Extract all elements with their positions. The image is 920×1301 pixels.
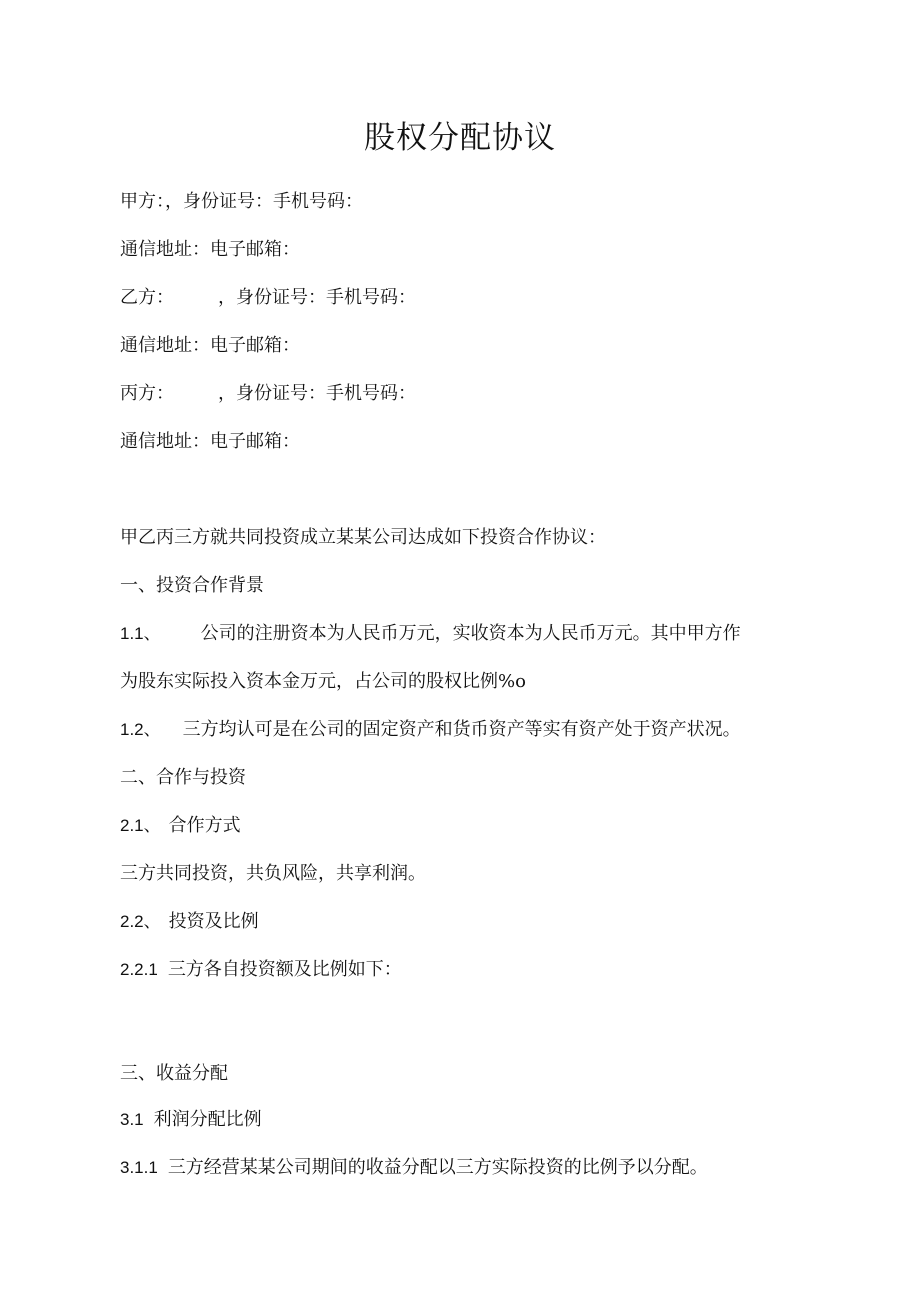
clause-2-2-1-number: 2.2.1 xyxy=(120,960,158,979)
clause-1-1-number: 1.1、 xyxy=(120,624,161,643)
party-a-line xyxy=(120,190,363,214)
clause-3-1-1-text: 三方经营某某公司期间的收益分配以三方实际投资的比例予以分配。 xyxy=(167,1157,708,1178)
clause-1-2-number: 1.2、 xyxy=(120,720,161,739)
clause-3-1-1-number: 3.1.1 xyxy=(120,1158,158,1177)
clause-2-2-number: 2.2、 xyxy=(120,912,161,931)
clause-2-1-body: 三方共同投资，共负风险，共享利润。 xyxy=(120,863,426,884)
clause-2-1-number: 2.1、 xyxy=(120,816,161,835)
party-a-label: 甲方： xyxy=(120,191,165,212)
clause-2-1-line xyxy=(120,814,241,838)
clause-1-1-line-a xyxy=(120,622,741,646)
clause-3-1-line xyxy=(120,1108,262,1132)
clause-3-1-text: 利润分配比例 xyxy=(153,1109,262,1130)
section-2-heading: 二、合作与投资 xyxy=(120,767,246,788)
section-3-heading: 三、收益分配 xyxy=(120,1063,228,1084)
clause-1-1-text-a: 公司的注册资本为人民币万元，实收资本为人民币万元。其中甲方作 xyxy=(200,623,741,644)
page-title: 股权分配协议 xyxy=(364,120,556,156)
clause-2-2-text: 投资及比例 xyxy=(168,911,259,932)
party-c-label: 丙方： xyxy=(120,383,174,404)
party-a-id-phone: ，身份证号：手机号码： xyxy=(165,191,363,212)
intro-paragraph: 甲乙丙三方就共同投资成立某某公司达成如下投资合作协议： xyxy=(120,527,606,548)
party-c-address-line: 通信地址：电子邮箱： xyxy=(120,431,300,452)
clause-1-2-line xyxy=(120,718,741,742)
clause-3-1-number: 3.1 xyxy=(120,1110,144,1129)
party-a-address-line: 通信地址：电子邮箱： xyxy=(120,239,300,260)
section-1-heading: 一、投资合作背景 xyxy=(120,575,264,596)
party-b-line xyxy=(120,286,416,310)
clause-1-1-line-b: 为股东实际投入资本金万元，占公司的股权比例%o xyxy=(120,671,526,692)
clause-3-1-1-line xyxy=(120,1156,708,1180)
party-b-address-line: 通信地址：电子邮箱： xyxy=(120,335,300,356)
clause-2-2-1-text: 三方各自投资额及比例如下： xyxy=(167,959,402,980)
party-c-id-phone: ，身份证号：手机号码： xyxy=(218,383,416,404)
clause-2-1-text: 合作方式 xyxy=(168,815,241,836)
clause-1-2-text: 三方均认可是在公司的固定资产和货币资产等实有资产处于资产状况。 xyxy=(182,719,741,740)
clause-2-2-line xyxy=(120,910,259,934)
party-c-line xyxy=(120,382,416,406)
party-b-label: 乙方： xyxy=(120,287,174,308)
party-b-id-phone: ，身份证号：手机号码： xyxy=(218,287,416,308)
clause-2-2-1-line xyxy=(120,958,402,982)
